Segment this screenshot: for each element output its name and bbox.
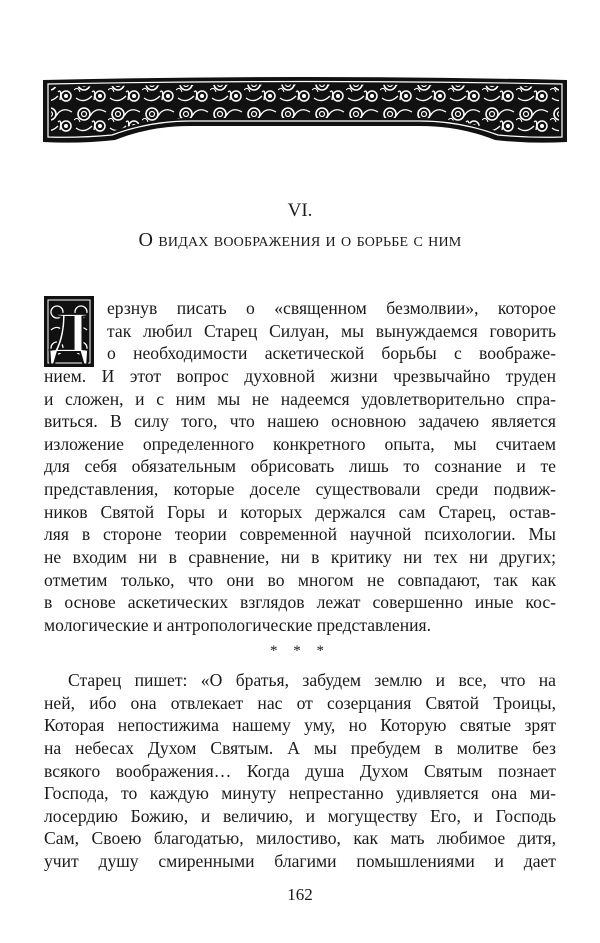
- text-line: всякого воображения… Когда душа Духом Святым познает: [44, 760, 556, 781]
- text-line: для себя обязательным обрисовать лишь то сознание и те: [44, 456, 556, 477]
- chapter-title: О видах воображения и о борьбе с ним: [138, 229, 462, 251]
- text-line: Сам, Своею благодатью, милостиво, как мать любимое дитя,: [44, 828, 556, 849]
- text-line: ников Святой Горы и которых держался сам Старец, остав-: [44, 501, 556, 522]
- text-line: ней, ибо она отвлекает нас от созерцания Святой Троицы,: [44, 692, 556, 713]
- text-line: виться. В силу того, что нашею основною задачею является: [44, 411, 556, 432]
- text-line: Господа, то каждую минуту непрестанно удивляется она ми-: [44, 783, 556, 804]
- text-line: и сложен, и с ним мы не надеемся удовлетворительно спра-: [44, 388, 556, 409]
- text-line: в основе аскетических взглядов лежат совершенно иные кос-: [44, 592, 556, 613]
- text-line: так любил Старец Силуан, мы вынуждаемся говорить: [107, 320, 556, 341]
- drop-cap-letter: Д: [49, 300, 89, 365]
- text-line: не входим ни в сравнение, ни в критику ни тех ни других;: [44, 547, 556, 568]
- page-number: 162: [287, 885, 313, 904]
- paragraph-2: [44, 669, 556, 873]
- text-line: нием. И этот вопрос духовной жизни чрезвычайно труден: [44, 365, 556, 386]
- text-line: отметим только, что они во многом не совпадают, так как: [44, 569, 556, 590]
- text-line: Старец пишет: «О братья, забудем землю и все, что на: [68, 670, 556, 690]
- text-line: на небесах Духом Святым. А мы пребудем в молитве без: [44, 737, 556, 758]
- headpiece-ornament: [40, 74, 570, 146]
- text-line: представления, которые доселе существовали среди подвиж-: [44, 479, 556, 500]
- text-line: изложение определенного конкретного опыта, мы считаем: [44, 433, 556, 454]
- chapter-numeral: VI.: [287, 200, 313, 221]
- text-line: Которая непостижима нашему уму, но Которую святые зрят: [44, 715, 556, 736]
- section-separator: * * *: [270, 643, 330, 659]
- paragraph-1: [44, 297, 556, 637]
- text-line: мологические и антропологические представления.: [44, 614, 432, 635]
- text-line: о необходимости аскетической борьбы с воображе-: [107, 343, 556, 364]
- text-line: ерзнув писать о «священном безмолвии», которое: [107, 298, 556, 318]
- text-line: лосердию Божию, и величию, и могуществу Его, и Господь: [44, 805, 556, 826]
- text-line: учит душу смиренными благими помышлениями и дает: [44, 851, 556, 872]
- text-line: ляя в стороне теории современной научной психологии. Мы: [44, 524, 556, 545]
